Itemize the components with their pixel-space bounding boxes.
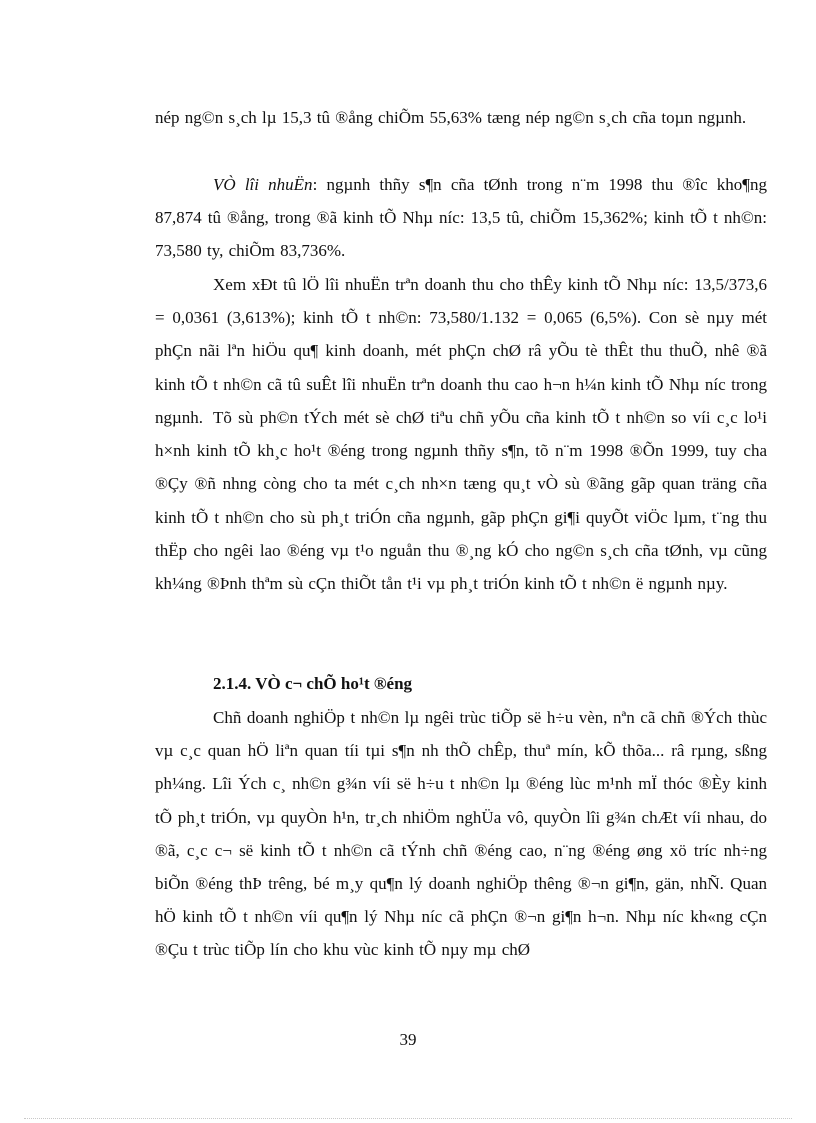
section-heading [155, 667, 767, 700]
page-number: 39 [399, 1030, 417, 1049]
section-heading-text: 2.1.4. VÒ c¬ chÕ ho¹t ®éng [213, 674, 413, 693]
paragraph-profit [155, 168, 767, 268]
paragraph-text: Chñ doanh nghiÖp t nh©n lµ ngêi trùc tiÕp së h÷u vèn, nªn cã chñ ®Ých thùc vµ c¸c quan hÖ liªn quan tíi tµi s¶n nh thÕ chÊp, thuª mín, kÕ thõa... râ rµng, sßng ph¼ng. Lîi Ých c¸ nh©n g¾n víi së h÷u t nh©n lµ ®éng lùc m¹nh mÏ thóc ®Èy kinh tÕ ph¸t triÓn, vµ quyÒn h¹n, tr¸ch nhiÖm nghÜa vô, quyÒn lîi g¾n chÆt víi nhau, do ®ã, c¸c c¬ së kinh tÕ t nh©n cã tÝnh chñ ®éng cao, n¨ng ®éng øng xö tríc nh÷ng biÕn ®éng thÞ trêng, bé m¸y qu¶n lý doanh nghiÖp thêng ®¬n gi¶n, gän, nhÑ. Quan hÖ kinh tÕ t nh©n víi qu¶n lý Nhµ níc cã phÇn ®¬n gi¶n h¬n. Nhµ níc kh«ng cÇn ®Çu t trùc tiÕp lín cho khu vùc kinh tÕ nµy mµ chØ [155, 708, 767, 960]
italic-lead: VÒ lîi nhuËn [213, 175, 313, 194]
paragraph-text: Xem xÐt tû lÖ lîi nhuËn trªn doanh thu cho thÊy kinh tÕ Nhµ níc: 13,5/373,6 = 0,0361 (3,613%); kinh tÕ t nh©n: 73,580/1.132 = 0,065 (6,5%). Con sè nµy mét phÇn nãi lªn hiÖu qu¶ kinh doanh, mét phÇn chØ râ yÕu tè thÊt thu thuÕ, nhê ®ã kinh tÕ t nh©n cã tû suÊt lîi nhuËn trªn doanh thu cao h¬n h¼n kinh tÕ Nhµ níc trong ngµnh. [155, 275, 767, 427]
paragraph-text [155, 168, 767, 268]
page-bottom-border [24, 1118, 792, 1119]
paragraph-budget-contribution [155, 101, 767, 134]
paragraph-analysis [155, 401, 767, 600]
paragraph-rest: : ngµnh thñy s¶n cña tØnh trong n¨m 1998 thu ®îc kho¶ng 87,874 tû ®ång, trong ®ã kinh tÕ Nhµ níc: 13,5 tû, chiÕm 15,362%; kinh tÕ t nh©n: 73,580 ty, chiÕm 83,736%. [155, 175, 767, 261]
paragraph-text: nép ng©n s¸ch lµ 15,3 tû ®ång chiÕm 55,63% tæng nép ng©n s¸ch cña toµn ngµnh. [155, 108, 747, 127]
paragraph-mechanism [155, 701, 767, 967]
paragraph-text: Tõ sù ph©n tÝch mét sè chØ tiªu chñ yÕu cña kinh tÕ t nh©n so víi c¸c lo¹i h×nh kinh tÕ kh¸c ho¹t ®éng trong ngµnh thñy s¶n, tõ n¨m 1998 ®Õn 1999, tuy cha ®Çy ®ñ nhng còng cho ta mét c¸ch nh×n tæng qu¸t vÒ sù ®ãng gãp quan träng cña kinh tÕ t nh©n cho sù ph¸t triÓn cña ngµnh, gãp phÇn gi¶i quyÕt viÖc lµm, t¨ng thu thËp cho ngêi lao ®éng vµ t¹o nguån thu ®¸ng kÓ cho ng©n s¸ch cña tØnh, vµ cũng kh¼ng ®Þnh thªm sù cÇn thiÕt tån t¹i vµ ph¸t triÓn kinh tÕ t nh©n ë ngµnh nµy. [155, 408, 767, 594]
